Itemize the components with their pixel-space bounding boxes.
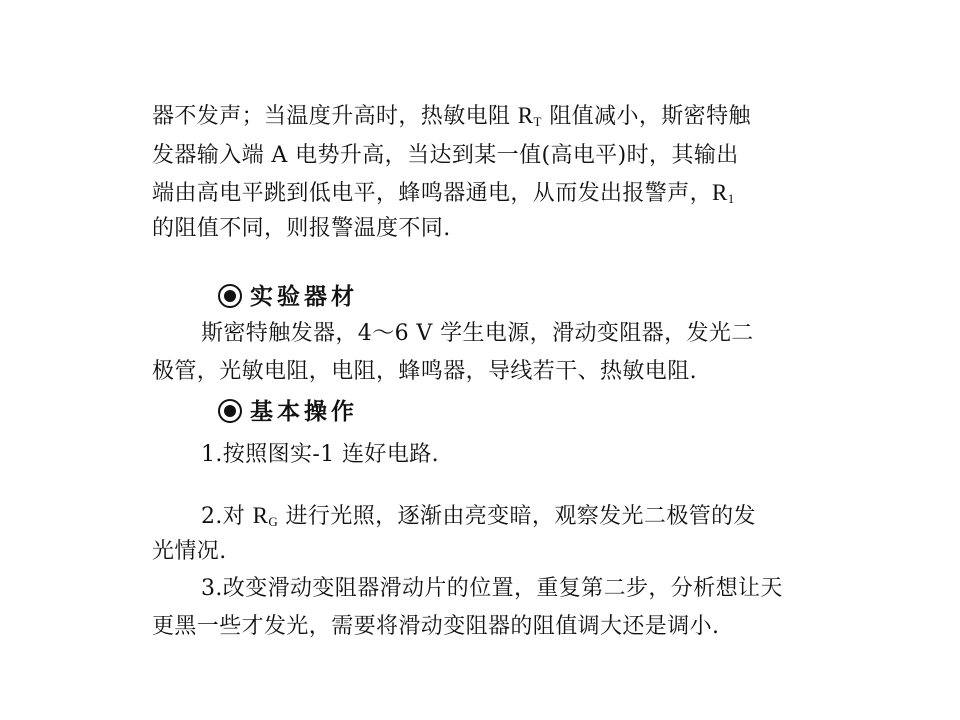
operation-step1: 1.按照图实-1 连好电路. (201, 442, 440, 467)
var-r: R (517, 103, 534, 128)
heading-operation: 基本操作 (218, 397, 358, 427)
var-r: R (252, 503, 269, 528)
operation-step2-line2: 光情况. (152, 539, 227, 564)
operation-step2-line1: 2.对 $R_G$ 进行光照，逐渐由亮变暗，观察发光二极管的发 (201, 503, 756, 529)
subscript-1: 1 (727, 191, 735, 206)
heading-equipment: 实验器材 (218, 282, 358, 312)
operation-step3-line1: 3.改变滑动变阻器滑动片的位置，重复第二步，分析想让天 (201, 576, 783, 601)
bullet-icon (218, 399, 242, 423)
var-r: R (712, 180, 728, 205)
bullet-icon (218, 284, 242, 308)
equipment-line2: 极管，光敏电阻，电阻，蜂鸣器，导线若干、热敏电阻. (152, 359, 697, 384)
para1-line2: 发器输入端 A 电势升高，当达到某一值(高电平)时，其输出 (152, 143, 739, 168)
subscript-g: G (268, 514, 279, 529)
equipment-line1: 斯密特触发器，4～6 V 学生电源，滑动变阻器，发光二 (201, 321, 754, 346)
operation-step3-line2: 更黑一些才发光，需要将滑动变阻器的阻值调大还是调小. (152, 614, 720, 639)
subscript-t: T (533, 114, 542, 129)
para1-line4: 的阻值不同，则报警温度不同. (152, 216, 451, 241)
para1-line3: 端由高电平跳到低电平，蜂鸣器通电，从而发出报警声，$R_1$ (152, 180, 735, 206)
para1-line1: 器不发声；当温度升高时，热敏电阻 $R_T$ 阻值减小，斯密特触 (152, 103, 751, 129)
